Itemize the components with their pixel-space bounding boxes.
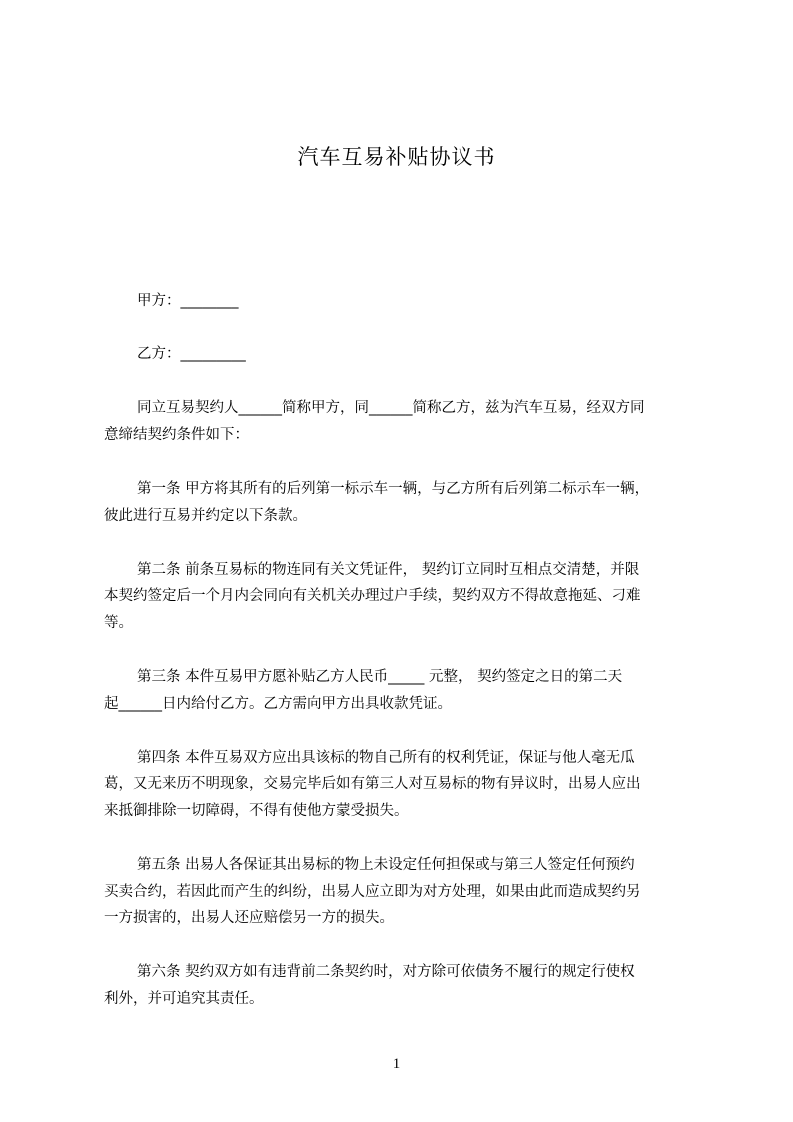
article-2-line-3: 等。 bbox=[104, 615, 133, 631]
party-b-line: 乙方：_________ bbox=[137, 346, 246, 362]
document-title: 汽车互易补贴协议书 bbox=[297, 145, 496, 169]
article-2-line-2: 本契约签定后一个月内会同向有关机关办理过户手续，契约双方不得故意拖延、刁难 bbox=[104, 588, 641, 604]
article-5-line-2: 买卖合约，若因此而产生的纠纷，出易人应立即为对方处理，如果由此而造成契约另 bbox=[104, 884, 641, 900]
article-6-line-1: 第六条 契约双方如有违背前二条契约时，对方除可依债务不履行的规定行使权 bbox=[137, 964, 635, 980]
page-number: 1 bbox=[392, 1056, 401, 1072]
intro-line-1: 同立互易契约人______简称甲方，同______简称乙方，兹为汽车互易，经双方同 bbox=[137, 400, 645, 416]
article-3-line-2: 起______日内给付乙方。乙方需向甲方出具收款凭证。 bbox=[104, 696, 452, 712]
article-4-line-1: 第四条 本件互易双方应出具该标的物自己所有的权利凭证，保证与他人毫无瓜 bbox=[137, 750, 635, 766]
article-5-line-1: 第五条 出易人各保证其出易标的物上未设定任何担保或与第三人签定任何预约 bbox=[137, 857, 635, 873]
article-3-line-1: 第三条 本件互易甲方愿补贴乙方人民币_____ 元整， 契约签定之日的第二天 bbox=[137, 669, 623, 685]
article-1-line-1: 第一条 甲方将其所有的后列第一标示车一辆，与乙方所有后列第二标示车一辆， bbox=[137, 481, 650, 497]
article-4-line-3: 来抵御排除一切障碍，不得有使他方蒙受损失。 bbox=[104, 803, 409, 819]
intro-line-2: 意缔结契约条件如下： bbox=[104, 427, 249, 443]
article-5-line-3: 一方损害的，出易人还应赔偿另一方的损失。 bbox=[104, 910, 394, 926]
article-4-line-2: 葛，又无来历不明现象，交易完毕后如有第三人对互易标的物有异议时，出易人应出 bbox=[104, 776, 641, 792]
article-6-line-2: 利外，并可追究其责任。 bbox=[104, 991, 264, 1007]
article-2-line-1: 第二条 前条互易标的物连同有关文凭证件， 契约订立同时互相点交清楚，并限 bbox=[137, 562, 640, 578]
article-1-line-2: 彼此进行互易并约定以下条款。 bbox=[104, 508, 307, 524]
party-a-line: 甲方：________ bbox=[137, 293, 239, 309]
